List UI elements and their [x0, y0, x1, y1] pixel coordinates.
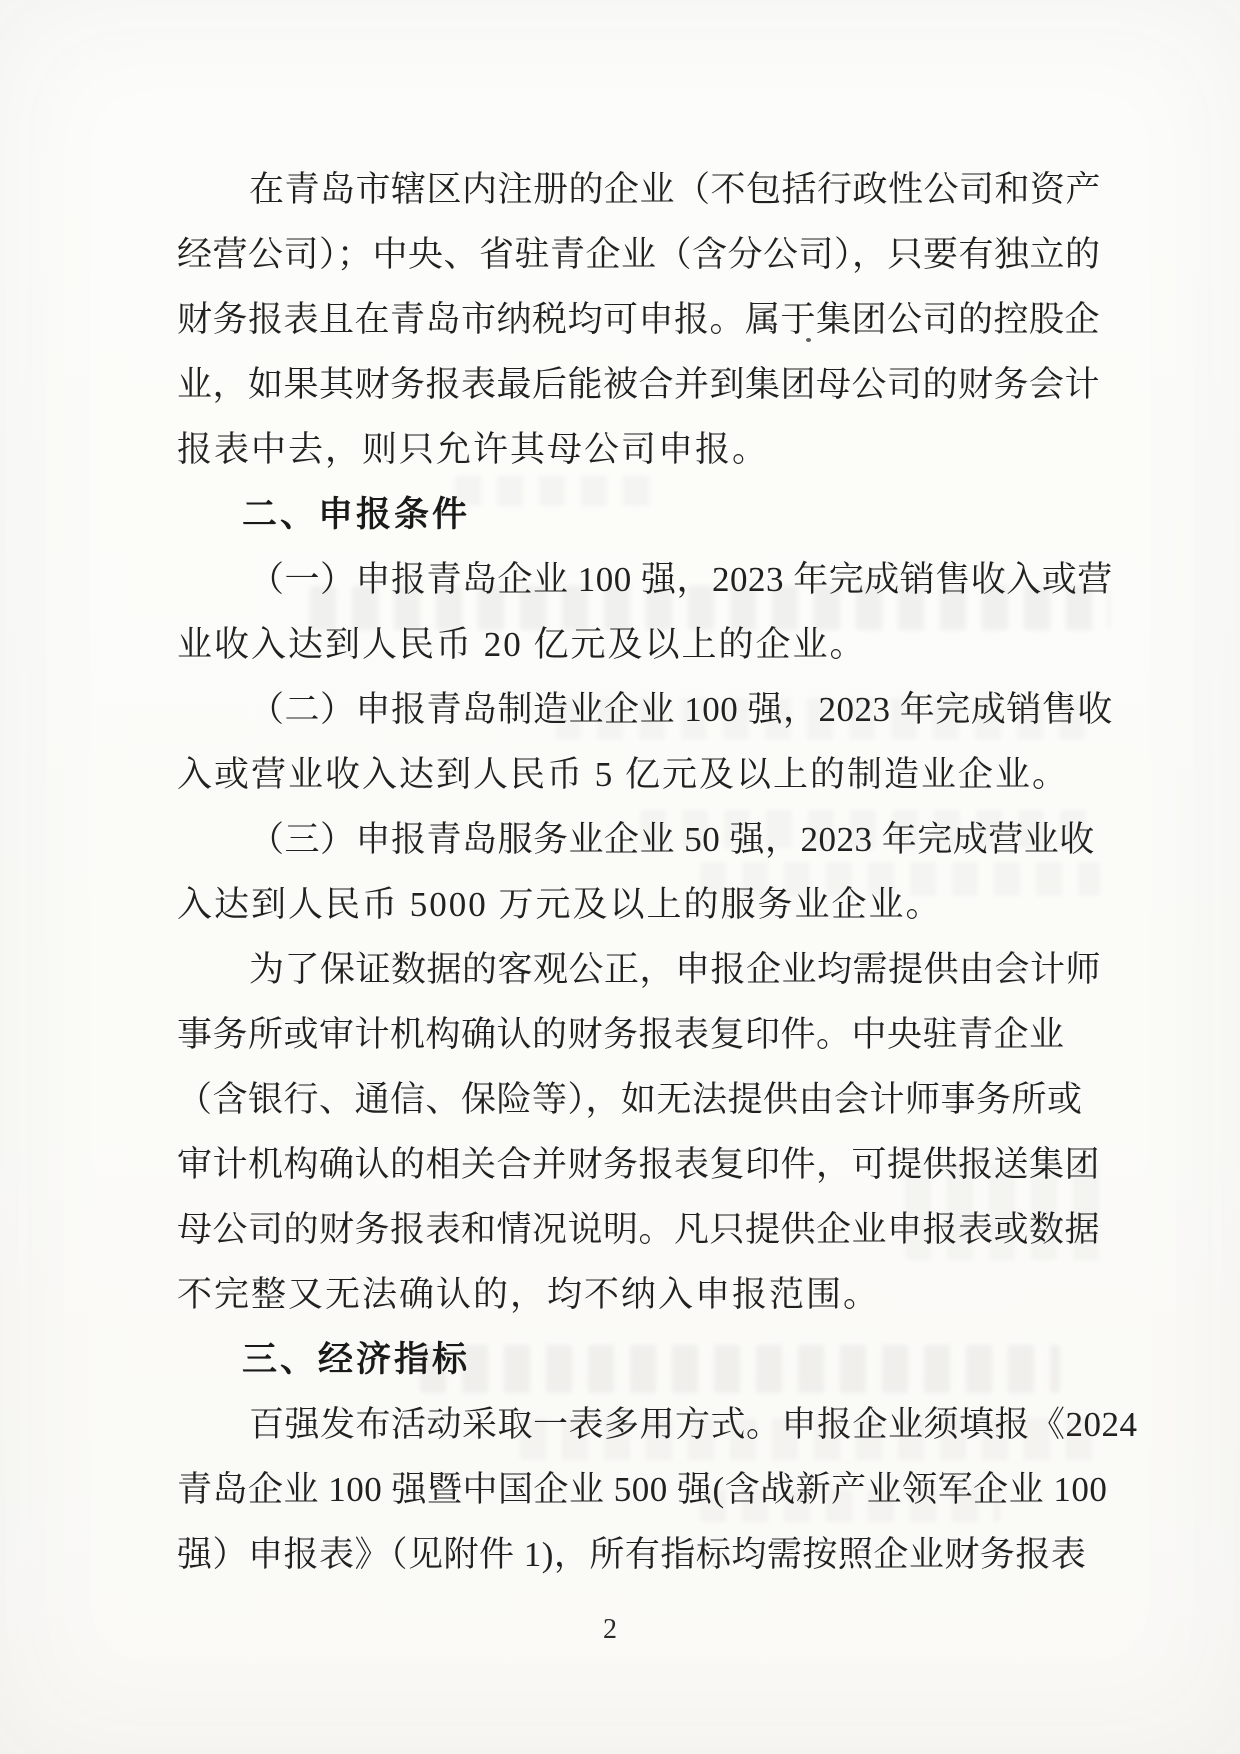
body-text-line: （含银行、通信、保险等），如无法提供由会计师事务所或 [177, 1080, 1083, 1119]
body-text-line: 入或营业收入达到人民币 5 亿元及以上的制造业企业。 [177, 755, 1070, 794]
section-heading: 三、经济指标 [242, 1340, 471, 1380]
body-text-line: 报表中去，则只允许其母公司申报。 [177, 430, 770, 469]
body-text-line: （二）申报青岛制造业企业 100 强，2023 年完成销售收 [249, 690, 1113, 729]
body-text-line: （三）申报青岛服务业企业 50 强，2023 年完成营业收 [249, 820, 1095, 859]
section-heading: 二、申报条件 [242, 495, 471, 535]
body-text-line: 百强发布活动采取一表多用方式。申报企业须填报《2024 [249, 1405, 1138, 1444]
body-text-line: 业，如果其财务报表最后能被合并到集团母公司的财务会计 [177, 365, 1101, 404]
body-text-line: 为了保证数据的客观公正，申报企业均需提供由会计师 [249, 950, 1102, 989]
body-text-line: 青岛企业 100 强暨中国企业 500 强(含战新产业领军企业 100 [177, 1470, 1108, 1509]
body-text-line: 审计机构确认的相关合并财务报表复印件，可提供报送集团 [177, 1145, 1101, 1184]
body-text-line: 事务所或审计机构确认的财务报表复印件。中央驻青企业 [177, 1015, 1065, 1054]
body-text-line: 在青岛市辖区内注册的企业（不包括行政性公司和资产 [249, 170, 1102, 209]
body-text-line: 母公司的财务报表和情况说明。凡只提供企业申报表或数据 [177, 1210, 1101, 1249]
body-text-line: 不完整又无法确认的，均不纳入申报范围。 [177, 1275, 881, 1314]
body-text-line: 财务报表且在青岛市纳税均可申报。属于集团公司的控股企 [177, 300, 1101, 339]
page-number: 2 [603, 1614, 617, 1645]
body-text-line: 经营公司）；中央、省驻青企业（含分公司），只要有独立的 [177, 235, 1101, 274]
body-text-line: 业收入达到人民币 20 亿元及以上的企业。 [177, 625, 867, 664]
body-text-line: 强）申报表》（见附件 1)，所有指标均需按照企业财务报表 [177, 1535, 1087, 1574]
body-text-line: 入达到人民币 5000 万元及以上的服务业企业。 [177, 885, 943, 924]
body-text-line: （一）申报青岛企业 100 强，2023 年完成销售收入或营 [249, 560, 1113, 599]
